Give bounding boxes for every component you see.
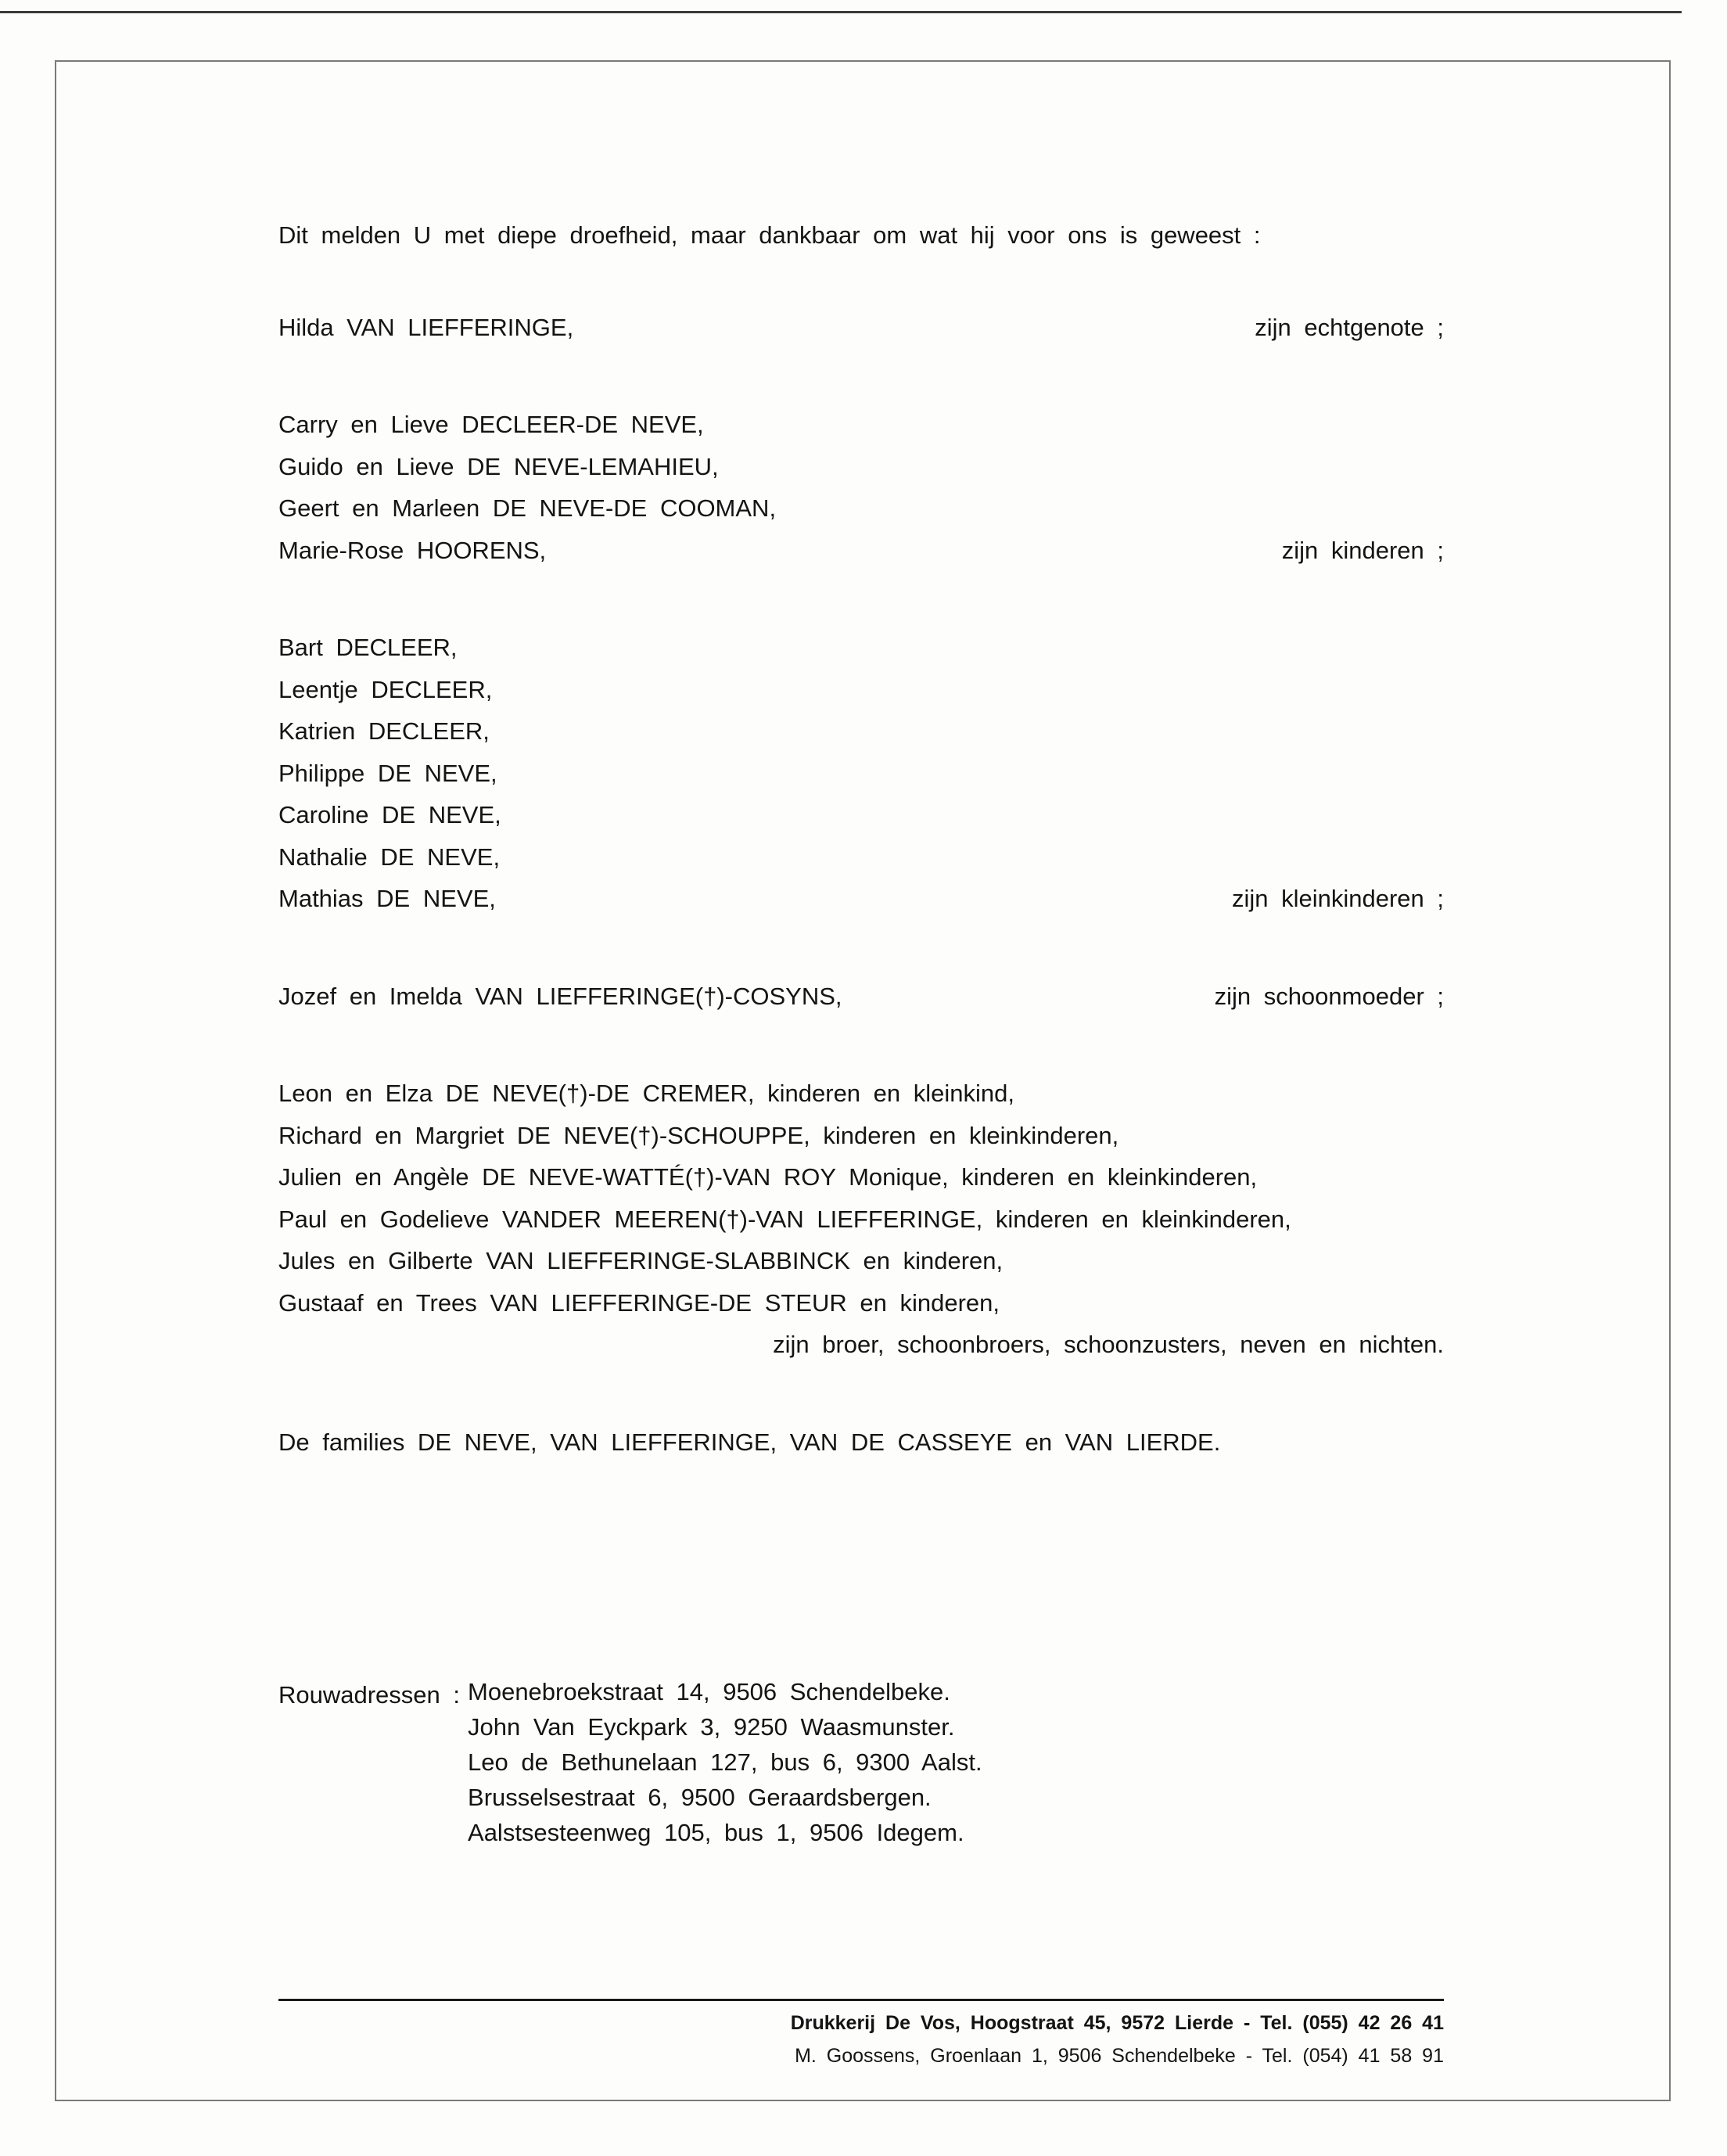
top-rule bbox=[0, 11, 1682, 13]
printer-line: Drukkerij De Vos, Hoogstraat 45, 9572 Lierde - Tel. (055) 42 26 41 bbox=[790, 2012, 1444, 2034]
grandchild-name: Leentje DECLEER, bbox=[278, 675, 493, 703]
children-role: zijn kinderen ; bbox=[1281, 536, 1444, 564]
spouse-role: zijn echtgenote ; bbox=[1255, 313, 1444, 341]
grandchildren-last-row bbox=[278, 878, 1444, 920]
mother-in-law-name: Jozef en Imelda VAN LIEFFERINGE(†)-COSYNS, bbox=[278, 982, 842, 1010]
sibling-entry: Richard en Margriet DE NEVE(†)-SCHOUPPE, kinderen en kleinkinderen, bbox=[278, 1121, 1119, 1149]
grandchild-name: Bart DECLEER, bbox=[278, 634, 458, 661]
children-last-row bbox=[278, 530, 1444, 572]
sibling-entry: Paul en Godelieve VANDER MEEREN(†)-VAN LIEFFERINGE, kinderen en kleinkinderen, bbox=[278, 1205, 1291, 1233]
mother-in-law-role: zijn schoonmoeder ; bbox=[1214, 982, 1444, 1010]
footer bbox=[278, 2007, 1444, 2072]
grandchild-name: Nathalie DE NEVE, bbox=[278, 843, 501, 871]
sibling-entry: Gustaaf en Trees VAN LIEFFERINGE-DE STEUR en kinderen, bbox=[278, 1288, 1000, 1317]
spouse-name: Hilda VAN LIEFFERINGE, bbox=[278, 313, 574, 341]
child-name: Geert en Marleen DE NEVE-DE COOMAN, bbox=[278, 494, 777, 522]
sibling-entry: Jules en Gilberte VAN LIEFFERINGE-SLABBINCK en kinderen, bbox=[278, 1247, 1004, 1274]
families-line: De families DE NEVE, VAN LIEFFERINGE, VAN DE CASSEYE en VAN LIERDE. bbox=[278, 1428, 1221, 1456]
child-name: Carry en Lieve DECLEER-DE NEVE, bbox=[278, 411, 704, 438]
announcement-body bbox=[278, 214, 1444, 1850]
child-name: Guido en Lieve DE NEVE-LEMAHIEU, bbox=[278, 452, 719, 480]
grandchildren-role: zijn kleinkinderen ; bbox=[1231, 885, 1444, 912]
address-line: Aalstsesteenweg 105, bus 1, 9506 Idegem. bbox=[468, 1819, 964, 1846]
child-name: Marie-Rose HOORENS, bbox=[278, 536, 547, 564]
addresses-label: Rouwadressen : bbox=[278, 1681, 461, 1709]
siblings-role: zijn broer, schoonbroers, schoonzusters, neven en nichten. bbox=[773, 1331, 1444, 1358]
sibling-entry: Julien en Angèle DE NEVE-WATTÉ(†)-VAN ROY Monique, kinderen en kleinkinderen, bbox=[278, 1163, 1258, 1191]
grandchild-name: Mathias DE NEVE, bbox=[278, 885, 496, 912]
addresses-list bbox=[468, 1674, 982, 1850]
grandchild-name: Philippe DE NEVE, bbox=[278, 759, 497, 787]
addresses-block bbox=[278, 1674, 1444, 1850]
address-line: John Van Eyckpark 3, 9250 Waasmunster. bbox=[468, 1713, 955, 1741]
address-line: Leo de Bethunelaan 127, bus 6, 9300 Aalst. bbox=[468, 1748, 982, 1776]
sibling-entry: Leon en Elza DE NEVE(†)-DE CREMER, kinderen en kleinkind, bbox=[278, 1080, 1014, 1107]
mother-in-law-row bbox=[278, 976, 1444, 1018]
footer-rule bbox=[278, 1999, 1444, 2001]
spouse-row bbox=[278, 307, 1444, 349]
address-line: Moenebroekstraat 14, 9506 Schendelbeke. bbox=[468, 1678, 950, 1705]
grandchild-name: Katrien DECLEER, bbox=[278, 717, 490, 745]
intro-text: Dit melden U met diepe droefheid, maar dankbaar om wat hij voor ons is geweest : bbox=[278, 221, 1261, 249]
undertaker-line: M. Goossens, Groenlaan 1, 9506 Schendelbeke - Tel. (054) 41 58 91 bbox=[795, 2045, 1444, 2067]
grandchild-name: Caroline DE NEVE, bbox=[278, 801, 501, 828]
address-line: Brusselsestraat 6, 9500 Geraardsbergen. bbox=[468, 1784, 932, 1811]
